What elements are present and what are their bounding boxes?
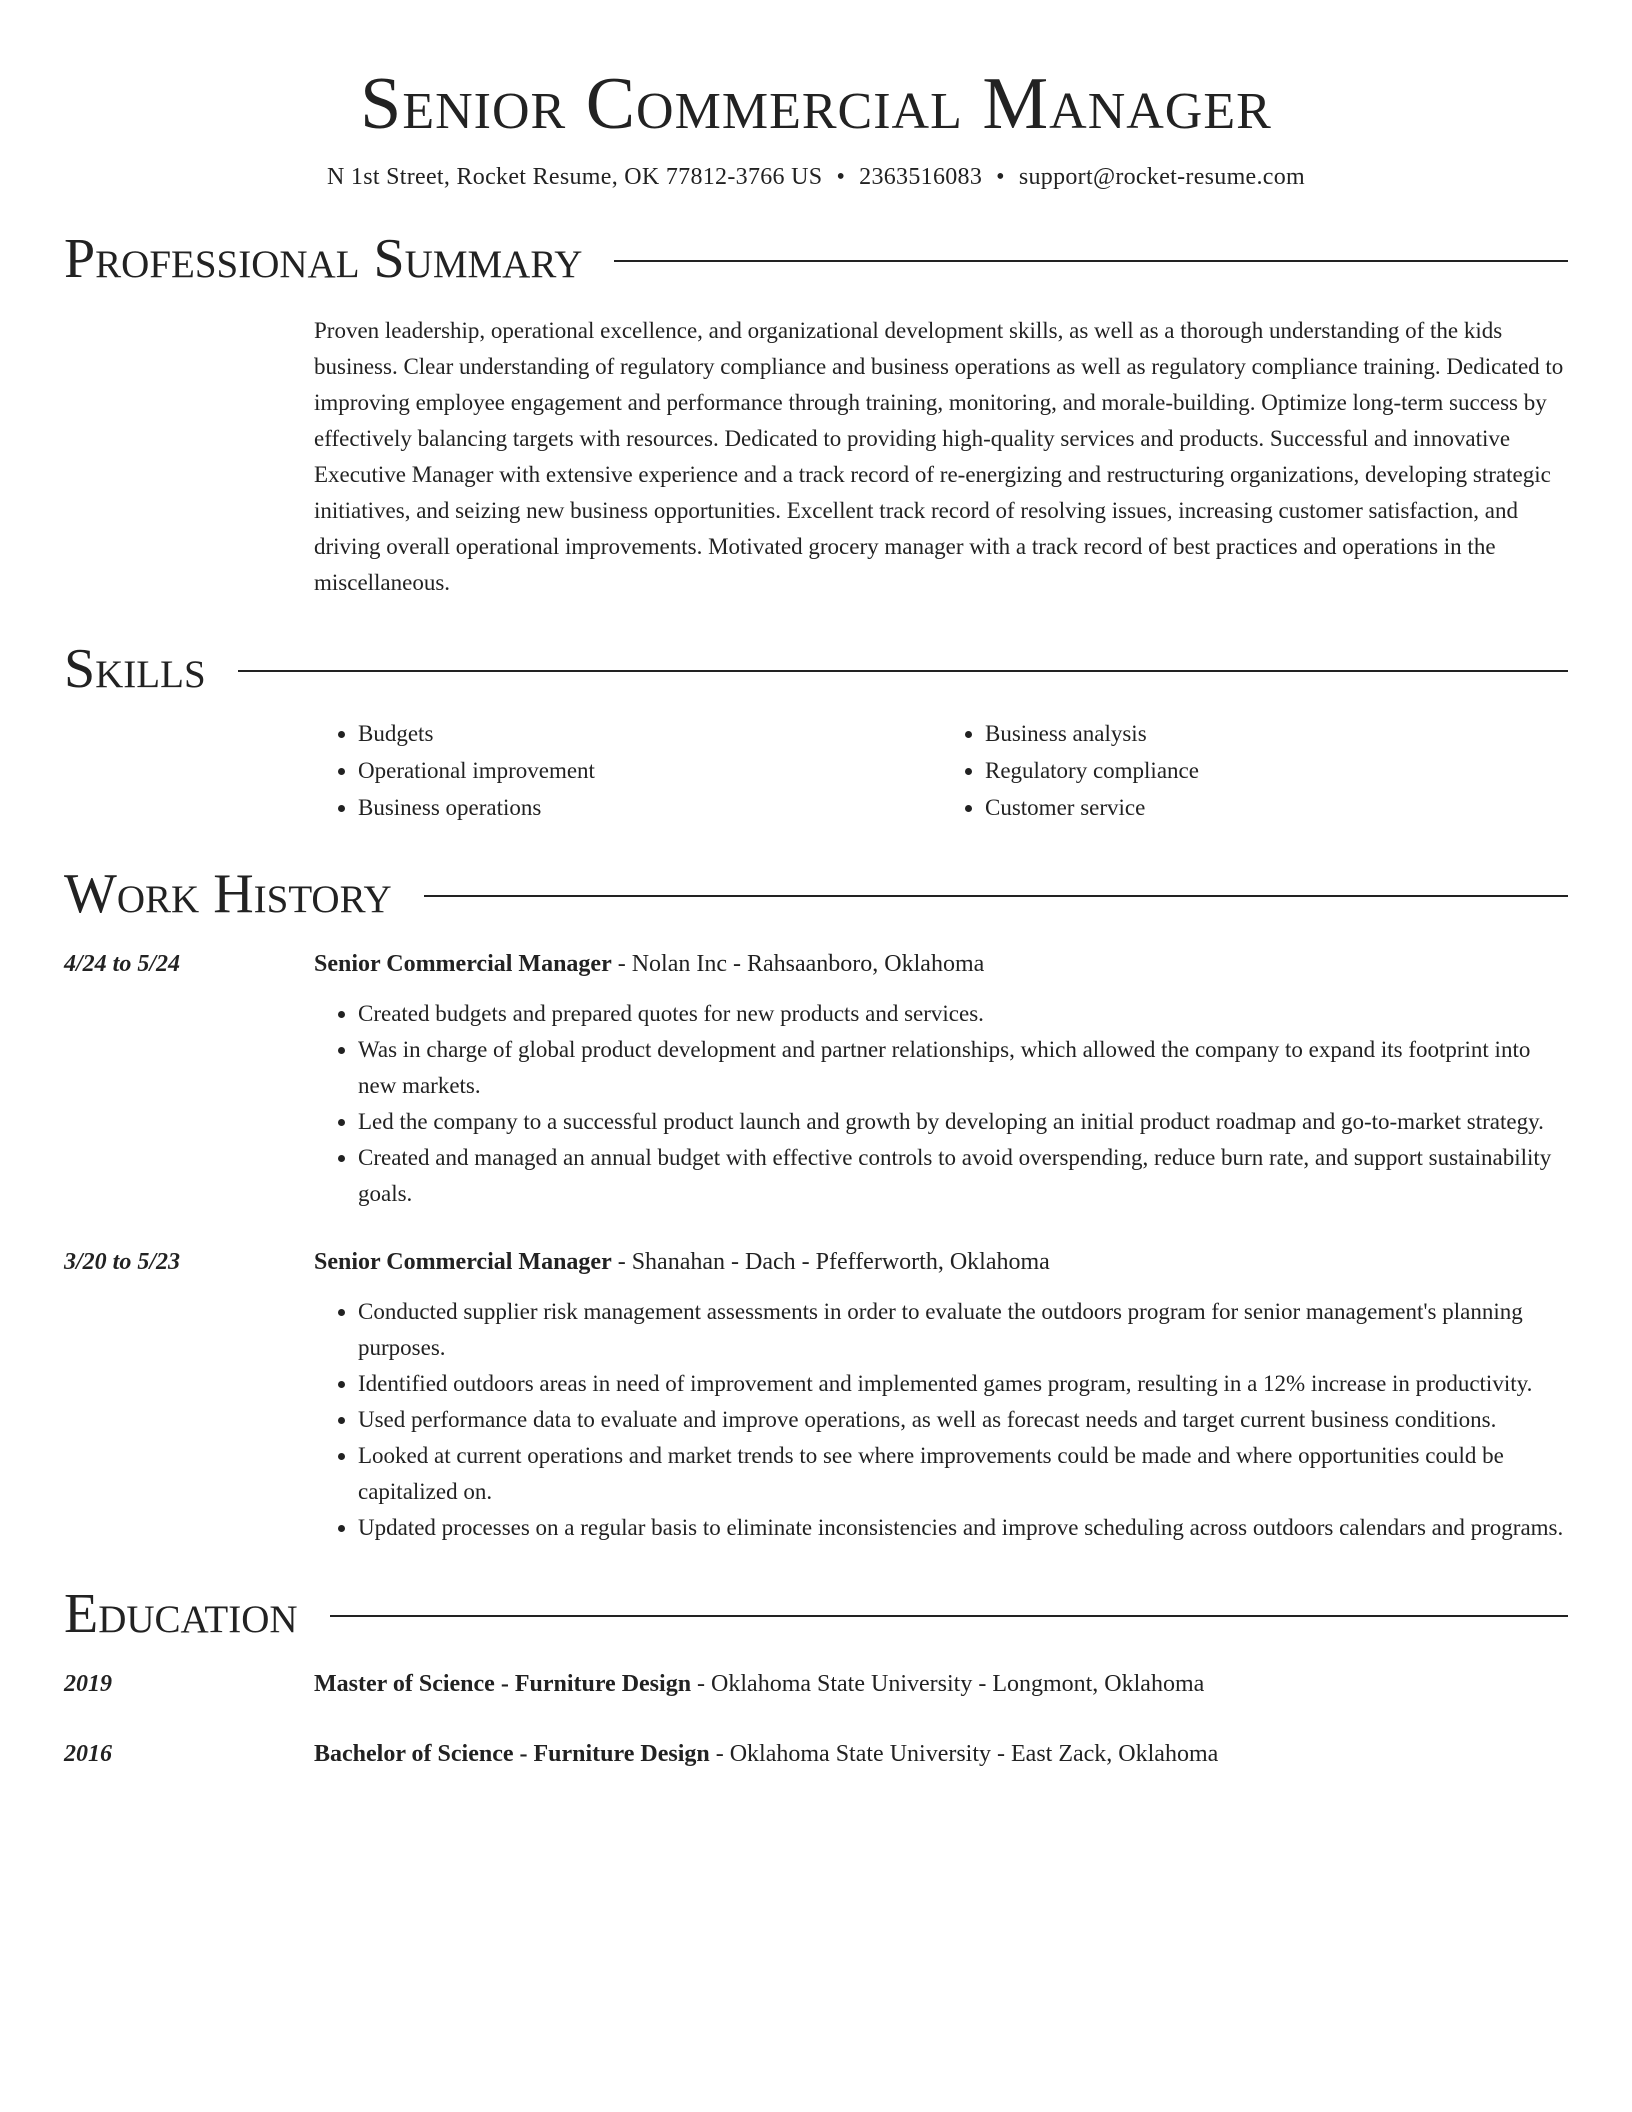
section-divider <box>614 260 1568 262</box>
skills-section-title: Skills <box>64 638 206 700</box>
skill-item: • Customer service <box>985 789 1568 826</box>
work-heading <box>314 946 1568 982</box>
work-bullet: • Created and managed an annual budget with effective controls to avoid overspending, reduce burn rate, and support sustainability goals. <box>358 1140 1568 1212</box>
contact-separator: • <box>836 164 846 190</box>
work-entry <box>64 1244 1568 1546</box>
work-entry <box>64 946 1568 1212</box>
work-section-header <box>64 862 1568 926</box>
work-details <box>314 946 1568 1212</box>
education-heading <box>314 1666 1568 1702</box>
degree-name: Master of Science - Furniture Design <box>314 1671 692 1697</box>
education-year: 2019 <box>64 1671 112 1697</box>
section-divider <box>424 895 1568 897</box>
job-title: Senior Commercial Manager <box>314 951 612 977</box>
work-bullet: • Updated processes on a regular basis to eliminate inconsistencies and improve scheduling across outdoors calendars and programs. <box>358 1510 1568 1546</box>
education-details <box>314 1736 1568 1772</box>
work-heading <box>314 1244 1568 1280</box>
skill-item: • Operational improvement <box>358 752 941 789</box>
contact-separator: • <box>996 164 1005 190</box>
education-section-header <box>64 1582 1568 1646</box>
education-heading <box>314 1736 1568 1772</box>
contact-address: N 1st Street, Rocket Resume, OK 77812-3766 US <box>326 164 823 190</box>
contact-line <box>64 164 1568 191</box>
school-info: - Oklahoma State University - East Zack, Oklahoma <box>709 1741 1219 1767</box>
work-bullet: • Was in charge of global product development and partner relationships, which allowed the company to expand its footprint into new markets. <box>358 1032 1568 1104</box>
section-divider <box>330 1615 1568 1617</box>
job-employer: - Nolan Inc - Rahsaanboro, Oklahoma <box>611 951 985 977</box>
work-details <box>314 1244 1568 1546</box>
work-section-title: Work History <box>64 863 392 925</box>
skill-item: • Business operations <box>358 789 941 826</box>
education-section-title: Education <box>64 1583 298 1645</box>
skills-list <box>314 715 1568 826</box>
work-dates: 4/24 to 5/24 <box>64 951 181 977</box>
school-info: - Oklahoma State University - Longmont, Oklahoma <box>691 1671 1205 1697</box>
work-bullet: • Looked at current operations and market trends to see where improvements could be made and where opportunities could be capitalized on. <box>358 1438 1568 1510</box>
contact-phone: 2363516083 <box>859 164 983 190</box>
work-bullet: • Created budgets and prepared quotes for new products and services. <box>358 996 1568 1032</box>
education-year: 2016 <box>64 1741 112 1767</box>
degree-name: Bachelor of Science - Furniture Design <box>314 1741 710 1767</box>
work-bullet: • Conducted supplier risk management assessments in order to evaluate the outdoors program for senior management's planning purposes. <box>358 1294 1568 1366</box>
work-bullets <box>314 996 1568 1212</box>
summary-section-title: Professional Summary <box>64 228 583 290</box>
work-bullets <box>314 1294 1568 1546</box>
education-entry <box>64 1736 1568 1772</box>
section-divider <box>238 670 1568 672</box>
summary-section-header <box>64 227 1568 291</box>
job-employer: - Shanahan - Dach - Pfefferworth, Oklahoma <box>611 1249 1050 1275</box>
skill-item: • Regulatory compliance <box>985 752 1568 789</box>
education-entry <box>64 1666 1568 1702</box>
work-bullet: • Identified outdoors areas in need of improvement and implemented games program, resulting in a 12% increase in productivity. <box>358 1366 1568 1402</box>
education-details <box>314 1666 1568 1702</box>
job-title: Senior Commercial Manager <box>314 1249 612 1275</box>
resume-name: Senior Commercial Manager <box>360 63 1272 145</box>
skills-section-header <box>64 637 1568 701</box>
work-bullet: • Used performance data to evaluate and improve operations, as well as forecast needs and target current business conditions. <box>358 1402 1568 1438</box>
skills-column-left <box>314 715 941 826</box>
summary-text: Proven leadership, operational excellence, and organizational development skills, as well as a thorough understanding of the kids business. Clear understanding of regulatory compliance and business operations as well as regulatory compliance training. Dedicated to improving employee engagement and performance through training, monitoring, and morale-building. Optimize long-term success by effectively balancing targets with resources. Dedicated to providing high-quality services and products. Successful and innovative Executive Manager with extensive experience and a track record of re-energizing and restructuring organizations, developing strategic initiatives, and seizing new business opportunities. Excellent track record of resolving issues, increasing customer satisfaction, and driving overall operational improvements. Motivated grocery manager with a track record of best practices and operations in the miscellaneous. <box>314 318 1564 595</box>
skill-item: • Budgets <box>358 715 941 752</box>
skill-item: • Business analysis <box>985 715 1568 752</box>
work-dates: 3/20 to 5/23 <box>64 1249 181 1275</box>
skills-column-right <box>941 715 1568 826</box>
work-bullet: • Led the company to a successful product launch and growth by developing an initial product roadmap and go-to-market strategy. <box>358 1104 1568 1140</box>
contact-email: support@rocket-resume.com <box>1018 164 1306 190</box>
